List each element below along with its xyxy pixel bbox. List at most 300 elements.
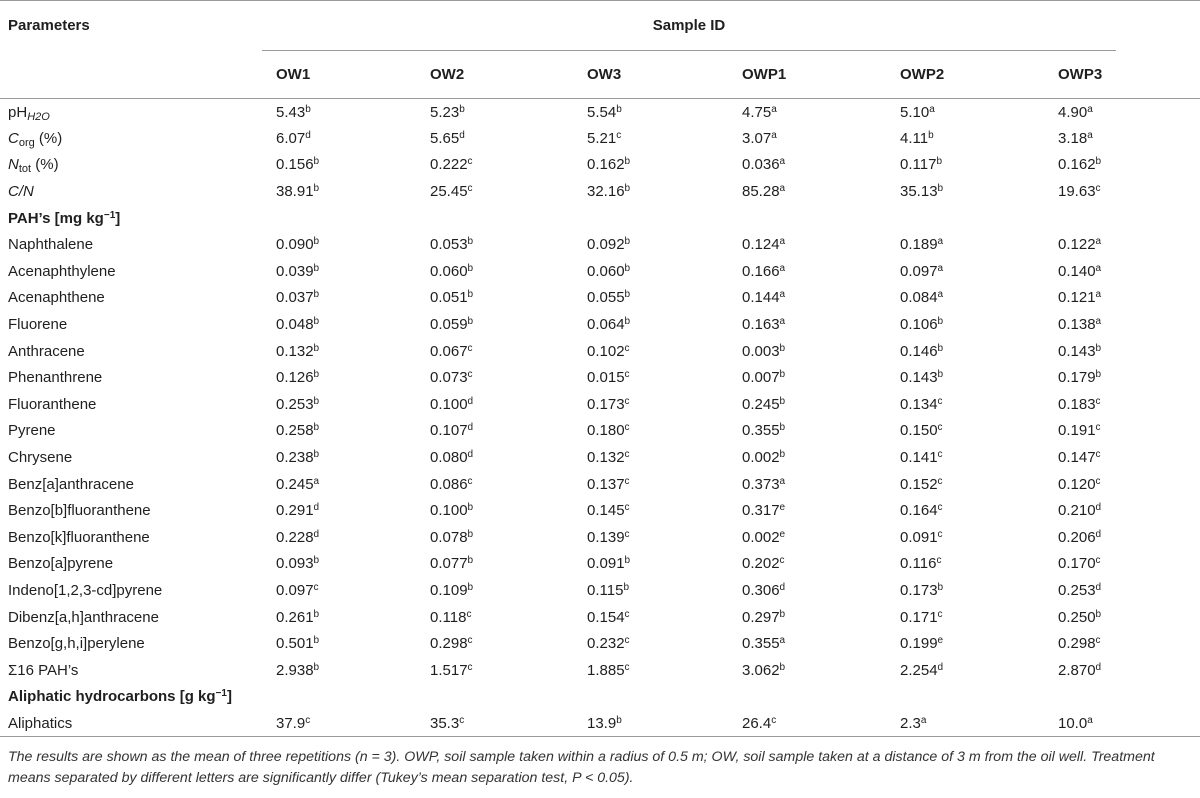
significance-letter: c: [624, 449, 630, 461]
value-cell: [886, 471, 1044, 498]
value-cell: [1044, 444, 1200, 471]
significance-letter: c: [624, 528, 630, 540]
value-cell: [886, 630, 1044, 657]
cell-value: 0.228: [276, 528, 314, 546]
value-cell: [416, 497, 573, 524]
row-label-text: Benzo[b]fluoranthene: [8, 502, 151, 520]
value-cell: [262, 285, 416, 312]
row-label: [0, 657, 262, 684]
significance-letter: c: [1095, 183, 1101, 195]
cell-value: 0.199: [900, 635, 938, 653]
table-row: [0, 152, 1200, 179]
cell-value: 0.253: [276, 395, 314, 413]
cell-value: 0.106: [900, 316, 938, 334]
significance-letter: b: [624, 316, 631, 328]
row-label: [0, 497, 262, 524]
significance-letter: a: [779, 236, 786, 248]
significance-letter: b: [937, 316, 944, 328]
significance-letter: b: [779, 661, 786, 673]
cell-value: 0.084: [900, 289, 938, 307]
cell-value: 0.291: [276, 502, 314, 520]
significance-letter: b: [1095, 369, 1102, 381]
cell-value: 0.163: [742, 316, 780, 334]
value-cell: [416, 444, 573, 471]
cell-value: 0.140: [1058, 262, 1096, 280]
significance-letter: c: [624, 422, 630, 434]
value-cell: [262, 125, 416, 152]
row-label: [0, 444, 262, 471]
significance-letter: c: [937, 608, 943, 620]
row-label: [0, 418, 262, 445]
significance-letter: d: [779, 581, 786, 593]
cell-value: 0.053: [430, 236, 468, 254]
significance-letter: b: [928, 129, 934, 141]
significance-letter: c: [937, 422, 943, 434]
table-row: [0, 577, 1200, 604]
significance-letter: a: [779, 156, 786, 168]
significance-letter: b: [1095, 342, 1102, 354]
value-cell: [573, 630, 728, 657]
value-cell: [886, 710, 1044, 737]
cell-value: 3.07: [742, 129, 772, 147]
row-label-italic: C/N: [8, 183, 34, 201]
significance-letter: b: [624, 183, 631, 195]
table-row: [0, 497, 1200, 524]
cell-value: 0.306: [742, 581, 780, 599]
value-cell: [262, 152, 416, 179]
significance-letter: a: [937, 289, 944, 301]
significance-letter: b: [624, 262, 631, 274]
significance-letter: c: [1095, 449, 1101, 461]
cell-value: 0.116: [900, 555, 937, 573]
value-cell: [573, 99, 728, 126]
cell-value: 5.65: [430, 129, 460, 147]
aliphatic-section-header-text: Aliphatic hydrocarbons [g kg: [8, 688, 216, 706]
significance-letter: c: [624, 502, 630, 514]
row-label-text: Anthracene: [8, 342, 85, 360]
value-cell: [886, 125, 1044, 152]
row-label: [0, 471, 262, 498]
value-cell: [573, 444, 728, 471]
significance-letter: b: [937, 183, 944, 195]
row-label-text: Benzo[k]fluoranthene: [8, 528, 150, 546]
significance-letter: c: [937, 475, 943, 487]
value-cell: [416, 710, 573, 737]
significance-letter: b: [313, 316, 320, 328]
significance-letter: b: [313, 342, 320, 354]
row-label: [0, 604, 262, 631]
significance-letter: a: [1095, 289, 1102, 301]
col-header-owp1: OWP1: [728, 51, 886, 99]
value-cell: [728, 604, 886, 631]
cell-value: 0.059: [430, 316, 468, 334]
cell-value: 0.097: [900, 262, 938, 280]
cell-value: 0.162: [1058, 156, 1096, 174]
cell-value: 4.75: [742, 103, 772, 121]
significance-letter: c: [1095, 395, 1101, 407]
value-cell: [416, 524, 573, 551]
cell-value: 6.07: [276, 129, 306, 147]
value-cell: [886, 152, 1044, 179]
aliphatic-section-header-row: [0, 684, 1200, 711]
cell-value: 0.171: [900, 608, 938, 626]
value-cell: [262, 311, 416, 338]
significance-letter: a: [779, 316, 786, 328]
cell-value: 0.067: [430, 342, 468, 360]
cell-value: 5.21: [587, 129, 617, 147]
cell-value: 35.13: [900, 183, 938, 201]
significance-letter: b: [624, 289, 631, 301]
cell-value: 0.164: [900, 502, 938, 520]
cell-value: 0.250: [1058, 608, 1096, 626]
significance-letter: a: [937, 236, 944, 248]
row-label: [0, 311, 262, 338]
significance-letter: c: [624, 395, 630, 407]
value-cell: [262, 604, 416, 631]
value-cell: [416, 178, 573, 205]
cell-value: 0.189: [900, 236, 938, 254]
significance-letter: b: [313, 635, 320, 647]
value-cell: [573, 604, 728, 631]
value-cell: [1044, 152, 1200, 179]
significance-letter: c: [616, 129, 622, 141]
value-cell: [262, 630, 416, 657]
value-cell: [416, 125, 573, 152]
significance-letter: d: [1095, 661, 1102, 673]
table-row: [0, 364, 1200, 391]
cell-value: 0.060: [587, 262, 625, 280]
table-row: [0, 524, 1200, 551]
significance-letter: b: [779, 422, 786, 434]
value-cell: [416, 258, 573, 285]
significance-letter: c: [1095, 555, 1101, 567]
col-header-ow3: OW3: [573, 51, 728, 99]
significance-letter: a: [929, 103, 935, 115]
cell-value: 0.078: [430, 528, 468, 546]
cell-value: 0.150: [900, 422, 938, 440]
row-label-italic: N: [8, 156, 19, 174]
significance-letter: b: [624, 236, 631, 248]
value-cell: [728, 551, 886, 578]
value-cell: [886, 391, 1044, 418]
cell-value: 0.143: [1058, 342, 1096, 360]
cell-value: 0.191: [1058, 422, 1096, 440]
row-label-text: Indeno[1,2,3-cd]pyrene: [8, 581, 163, 599]
significance-letter: c: [459, 714, 465, 726]
value-cell: [728, 497, 886, 524]
value-cell: [262, 497, 416, 524]
value-cell: [416, 99, 573, 126]
value-cell: [886, 577, 1044, 604]
cell-value: 0.138: [1058, 316, 1096, 334]
significance-letter: c: [467, 342, 473, 354]
cell-value: 0.124: [742, 236, 780, 254]
row-label: [0, 551, 262, 578]
cell-value: 0.100: [430, 395, 468, 413]
table-row: [0, 418, 1200, 445]
cell-value: 0.051: [430, 289, 468, 307]
value-cell: [886, 604, 1044, 631]
value-cell: [886, 551, 1044, 578]
value-cell: [262, 231, 416, 258]
value-cell: [1044, 497, 1200, 524]
significance-letter: a: [779, 635, 786, 647]
value-cell: [416, 231, 573, 258]
significance-letter: b: [313, 422, 320, 434]
significance-letter: b: [779, 608, 786, 620]
significance-letter: e: [779, 502, 786, 514]
row-label: [0, 364, 262, 391]
significance-letter: d: [467, 422, 474, 434]
aliphatic-section-header-exponent: −1: [215, 688, 227, 700]
significance-letter: a: [771, 103, 777, 115]
significance-letter: b: [936, 156, 942, 168]
cell-value: 0.355: [742, 422, 780, 440]
value-cell: [886, 231, 1044, 258]
value-cell: [262, 99, 416, 126]
value-cell: [1044, 710, 1200, 737]
cell-value: 0.253: [1058, 581, 1096, 599]
cell-value: 0.039: [276, 262, 314, 280]
cell-value: 0.132: [587, 449, 625, 467]
cell-value: 2.938: [276, 661, 314, 679]
aliphatic-section-header-close: ]: [226, 688, 232, 706]
value-cell: [262, 577, 416, 604]
table-row: [0, 444, 1200, 471]
value-cell: [1044, 231, 1200, 258]
table-row: [0, 311, 1200, 338]
value-cell: [1044, 99, 1200, 126]
value-cell: [886, 524, 1044, 551]
value-cell: [886, 418, 1044, 445]
significance-letter: b: [313, 449, 320, 461]
significance-letter: d: [1095, 528, 1102, 540]
cell-value: 0.210: [1058, 502, 1096, 520]
cell-value: 1.885: [587, 661, 625, 679]
value-cell: [262, 524, 416, 551]
value-cell: [1044, 418, 1200, 445]
significance-letter: b: [313, 608, 320, 620]
cell-value: 0.055: [587, 289, 625, 307]
cell-value: 0.317: [742, 502, 780, 520]
cell-value: 0.118: [430, 608, 467, 626]
cell-value: 2.3: [900, 714, 921, 732]
cell-value: 0.355: [742, 635, 780, 653]
value-cell: [416, 577, 573, 604]
cell-value: 0.298: [1058, 635, 1096, 653]
value-cell: [1044, 551, 1200, 578]
value-cell: [262, 444, 416, 471]
value-cell: [573, 338, 728, 365]
table-row: [0, 630, 1200, 657]
table-row: [0, 391, 1200, 418]
significance-letter: c: [467, 635, 473, 647]
row-label-text: Benzo[g,h,i]perylene: [8, 635, 145, 653]
significance-letter: b: [937, 581, 944, 593]
value-cell: [1044, 630, 1200, 657]
value-cell: [1044, 391, 1200, 418]
significance-letter: c: [936, 555, 942, 567]
table-row: [0, 99, 1200, 126]
row-label-text: pH: [8, 103, 28, 121]
significance-letter: a: [1095, 262, 1102, 274]
cell-value: 38.91: [276, 183, 314, 201]
cell-value: 0.097: [276, 581, 314, 599]
cell-value: 0.064: [587, 316, 625, 334]
row-label-subscript: H2O: [27, 110, 50, 123]
significance-letter: c: [1095, 422, 1101, 434]
value-cell: [262, 178, 416, 205]
value-cell: [728, 178, 886, 205]
value-cell: [728, 524, 886, 551]
significance-letter: b: [467, 236, 474, 248]
cell-value: 10.0: [1058, 714, 1088, 732]
significance-letter: c: [313, 581, 319, 593]
value-cell: [1044, 364, 1200, 391]
value-cell: [728, 285, 886, 312]
value-cell: [728, 710, 886, 737]
value-cell: [728, 630, 886, 657]
cell-value: 13.9: [587, 714, 617, 732]
table-row: [0, 551, 1200, 578]
table-row: [0, 710, 1200, 737]
cell-value: 0.080: [430, 449, 468, 467]
value-cell: [573, 258, 728, 285]
cell-value: 0.156: [276, 156, 314, 174]
row-label-text: Acenaphthene: [8, 289, 105, 307]
significance-letter: b: [623, 581, 629, 593]
significance-letter: c: [466, 608, 472, 620]
significance-letter: a: [937, 262, 944, 274]
cell-value: 0.002: [742, 528, 780, 546]
table-row: [0, 285, 1200, 312]
column-header-blank: [0, 51, 262, 99]
pah-section-header-close: ]: [115, 209, 121, 227]
row-label-subscript: tot: [18, 163, 32, 176]
cell-value: 0.162: [587, 156, 625, 174]
significance-letter: c: [624, 635, 630, 647]
value-cell: [573, 364, 728, 391]
row-label-text: Phenanthrene: [8, 369, 103, 387]
row-label-text: Fluorene: [8, 316, 68, 334]
value-cell: [728, 444, 886, 471]
value-cell: [886, 285, 1044, 312]
significance-letter: a: [779, 183, 786, 195]
value-cell: [1044, 524, 1200, 551]
row-label-text: Benzo[a]pyrene: [8, 555, 114, 573]
cell-value: 26.4: [742, 714, 772, 732]
significance-letter: c: [305, 714, 311, 726]
significance-letter: d: [313, 502, 320, 514]
cell-value: 19.63: [1058, 183, 1096, 201]
cell-value: 0.258: [276, 422, 314, 440]
parameters-header: Parameters: [0, 1, 262, 51]
row-label: [0, 630, 262, 657]
significance-letter: b: [779, 369, 786, 381]
significance-letter: b: [937, 369, 944, 381]
header-row: [0, 1, 1200, 51]
significance-letter: b: [937, 342, 944, 354]
significance-letter: b: [467, 581, 474, 593]
value-cell: [573, 418, 728, 445]
row-label: [0, 285, 262, 312]
significance-letter: b: [305, 103, 311, 115]
value-cell: [416, 152, 573, 179]
significance-letter: e: [937, 635, 944, 647]
column-header-row: [0, 51, 1200, 99]
cell-value: 0.115: [587, 581, 624, 599]
value-cell: [262, 471, 416, 498]
cell-value: 0.261: [276, 608, 314, 626]
value-cell: [728, 471, 886, 498]
value-cell: [728, 258, 886, 285]
significance-letter: c: [937, 395, 943, 407]
value-cell: [416, 551, 573, 578]
value-cell: [573, 311, 728, 338]
value-cell: [1044, 285, 1200, 312]
cell-value: 0.146: [900, 342, 938, 360]
value-cell: [1044, 338, 1200, 365]
significance-letter: c: [937, 502, 943, 514]
cell-value: 0.090: [276, 236, 314, 254]
cell-value: 0.170: [1058, 555, 1096, 573]
cell-value: 0.297: [742, 608, 780, 626]
significance-letter: b: [779, 395, 786, 407]
cell-value: 32.16: [587, 183, 625, 201]
table-row: [0, 125, 1200, 152]
value-cell: [416, 657, 573, 684]
row-label: [0, 577, 262, 604]
cell-value: 0.121: [1058, 289, 1096, 307]
value-cell: [573, 524, 728, 551]
value-cell: [886, 497, 1044, 524]
col-header-owp3: OWP3: [1044, 51, 1200, 99]
cell-value: 0.179: [1058, 369, 1096, 387]
cell-value: 0.137: [587, 475, 625, 493]
value-cell: [1044, 258, 1200, 285]
cell-value: 37.9: [276, 714, 306, 732]
value-cell: [262, 258, 416, 285]
row-label-text: Chrysene: [8, 449, 73, 467]
significance-letter: b: [467, 316, 474, 328]
significance-letter: c: [937, 528, 943, 540]
table-footnote: The results are shown as the mean of three repetitions (n = 3). OWP, soil sample taken within a radius of 0.5 m; OW, soil sample taken at a distance of 3 m from the oil well. Treatment means separated by different letters are significantly differ (Tukey’s mean separation test, P < 0.05).: [8, 749, 1155, 786]
significance-letter: c: [779, 555, 785, 567]
cell-value: 0.100: [430, 502, 468, 520]
cell-value: 0.298: [430, 635, 468, 653]
significance-letter: d: [467, 395, 474, 407]
col-header-owp2: OWP2: [886, 51, 1044, 99]
aliphatic-section-header: [0, 684, 1200, 711]
row-label-italic: C: [8, 129, 19, 147]
significance-letter: b: [779, 342, 786, 354]
cell-value: 25.45: [430, 183, 468, 201]
row-label: [0, 524, 262, 551]
cell-value: 0.077: [430, 555, 468, 573]
row-label: [0, 391, 262, 418]
significance-letter: c: [1095, 475, 1101, 487]
cell-value: 0.122: [1058, 236, 1096, 254]
value-cell: [573, 152, 728, 179]
significance-letter: a: [1095, 236, 1102, 248]
value-cell: [416, 471, 573, 498]
cell-value: 0.141: [900, 449, 938, 467]
value-cell: [1044, 471, 1200, 498]
cell-value: 0.132: [276, 342, 314, 360]
sample-id-rule: [262, 50, 1116, 51]
significance-letter: d: [1095, 581, 1102, 593]
value-cell: [573, 471, 728, 498]
